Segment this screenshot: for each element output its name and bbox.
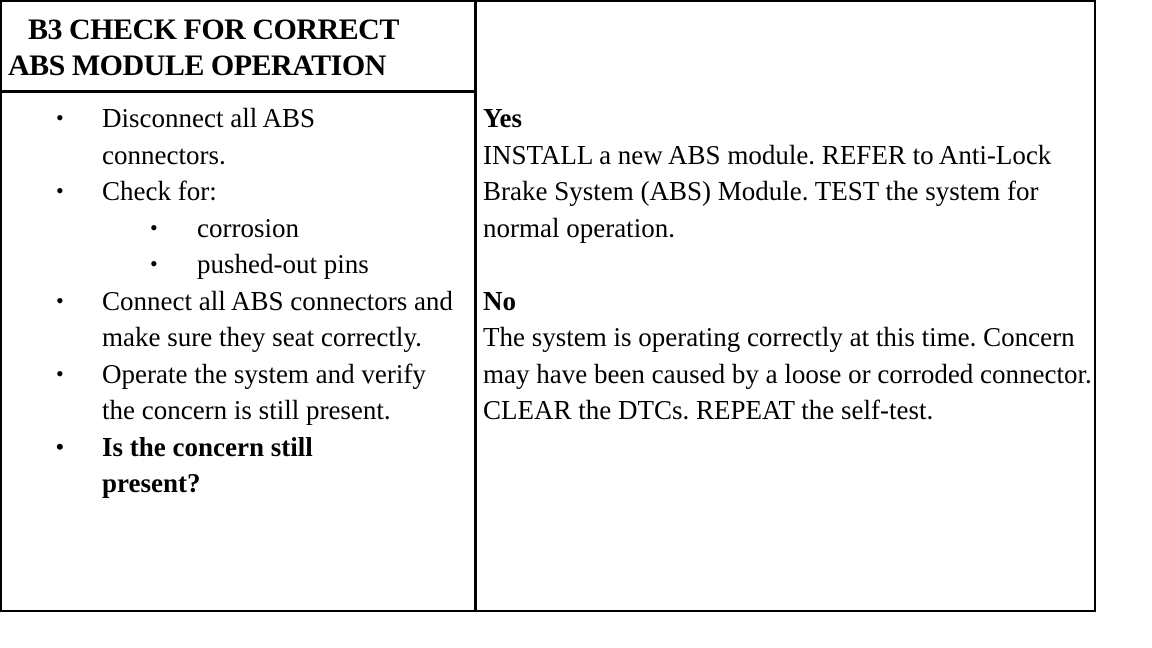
no-label: No — [483, 285, 516, 316]
action-item-question — [2, 429, 472, 502]
check-item-pins — [2, 246, 472, 283]
yes-label: Yes — [483, 103, 522, 133]
action-text: • Check for: — [102, 176, 217, 206]
check-text: • pushed-out pins — [197, 249, 369, 279]
no-text: The system is operating correctly at this time. Concern may have been caused by a loose or corroded connector. CLEAR the DTCs. REPEAT the self-test. — [483, 322, 1092, 425]
check-text: • corrosion — [197, 212, 299, 243]
check-item-corrosion — [2, 210, 472, 247]
action-item-disconnect — [2, 100, 472, 173]
spacer — [483, 246, 1093, 283]
header-divider — [2, 90, 475, 93]
results-column — [483, 100, 1093, 429]
actions-column — [2, 100, 472, 502]
column-divider — [474, 2, 477, 610]
action-item-connect — [2, 283, 472, 356]
step-title — [8, 12, 468, 84]
action-text: • Connect all ABS connectors and make sure they seat correctly. — [102, 285, 453, 352]
check-sublist — [2, 210, 472, 283]
step-title-line-1: B3 CHECK FOR CORRECT — [28, 13, 399, 46]
action-text: • Operate the system and verify the concern is still present. — [102, 358, 426, 425]
step-title-line-2: ABS MODULE OPERATION — [8, 49, 386, 82]
action-list — [2, 100, 472, 502]
action-item-operate — [2, 356, 472, 429]
action-text: • Disconnect all ABS connectors. — [102, 103, 315, 170]
yes-text: INSTALL a new ABS module. REFER to Anti-Lock Brake System (ABS) Module. TEST the system for normal operation. — [483, 139, 1052, 243]
action-text: • Is the concern still present? — [102, 431, 313, 498]
action-item-check — [2, 173, 472, 210]
